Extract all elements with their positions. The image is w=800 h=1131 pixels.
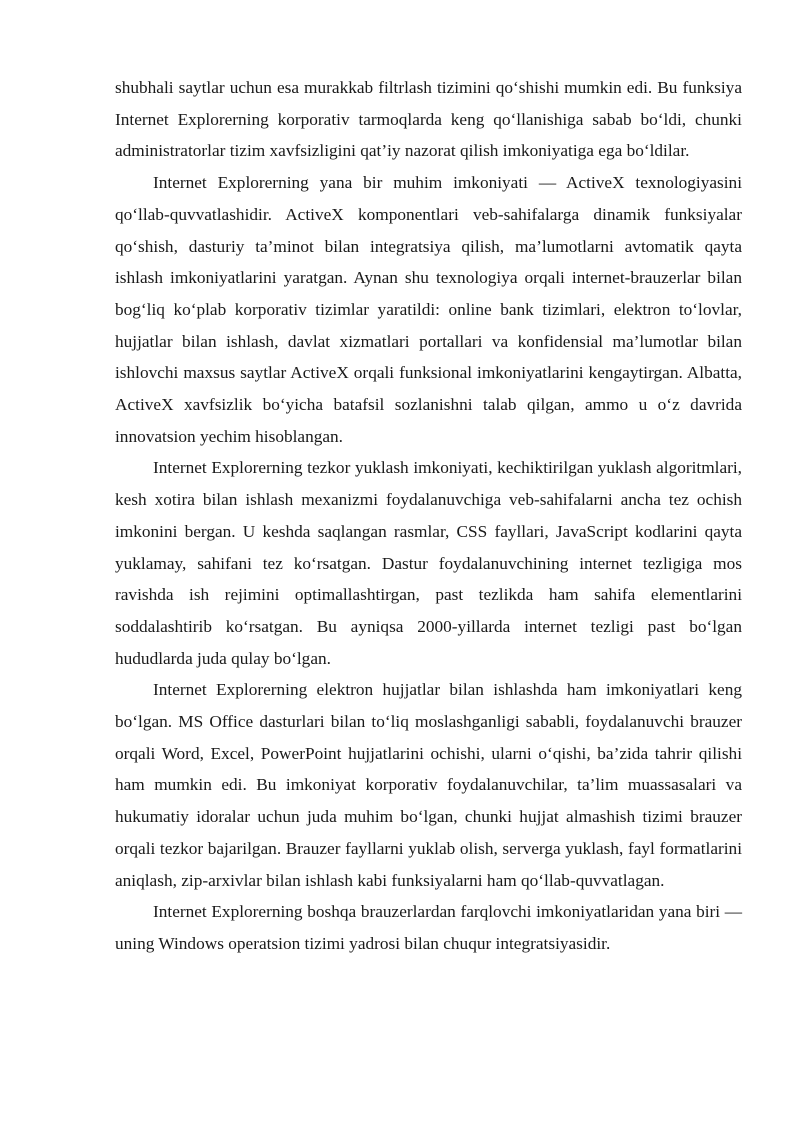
paragraph-1: shubhali saytlar uchun esa murakkab filtrlash tizimini qo‘shishi mumkin edi. Bu funksiya Internet Explorerning korporativ tarmoqlarda keng qo‘llanishiga sabab bo‘ldi, chunki administratorlar tizim xavfsizligini qat’iy nazorat qilish imkoniyatiga ega bo‘ldilar. <box>115 78 742 161</box>
paragraph-5: Internet Explorerning boshqa brauzerlardan farqlovchi imkoniyatlaridan yana biri — uning Windows operatsion tizimi yadrosi bilan chuqur integratsiyasidir. <box>115 902 742 953</box>
paragraph-3: Internet Explorerning tezkor yuklash imkoniyati, kechiktirilgan yuklash algoritmlari, kesh xotira bilan ishlash mexanizmi foydalanuvchiga veb-sahifalarni ancha tez ochish imkonini bergan. U keshda saqlangan rasmlar, CSS fayllari, JavaScript kodlarini qayta yuklamay, sahifani tez ko‘rsatgan. Dastur foydalanuvchining internet tezligiga mos ravishda ish rejimini optimallashtirgan, past tezlikda ham sahifa elementlarini soddalashtirib ko‘rsatgan. Bu ayniqsa 2000-yillarda internet tezligi past bo‘lgan hududlarda juda qulay bo‘lgan. <box>115 458 742 668</box>
paragraph-2: Internet Explorerning yana bir muhim imkoniyati — ActiveX texnologiyasini qo‘llab-quvvatlashidir. ActiveX komponentlari veb-sahifalarga dinamik funksiyalar qo‘shish, dasturiy ta’minot bilan integratsiya qilish, ma’lumotlarni avtomatik qayta ishlash imkoniyatlarini yaratgan. Aynan shu texnologiya orqali internet-brauzerlar bilan bog‘liq ko‘plab korporativ tizimlar yaratildi: online bank tizimlari, elektron to‘lovlar, hujjatlar bilan ishlash, davlat xizmatlari portallari va konfidensial ma’lumotlar bilan ishlovchi maxsus saytlar ActiveX orqali funksional imkoniyatlarini kengaytirgan. Albatta, ActiveX xavfsizlik bo‘yicha batafsil sozlanishni talab qilgan, ammo u o‘z davrida innovatsion yechim hisoblangan. <box>115 173 742 446</box>
document-body <box>115 72 742 960</box>
paragraph-4: Internet Explorerning elektron hujjatlar bilan ishlashda ham imkoniyatlari keng bo‘lgan. MS Office dasturlari bilan to‘liq moslashganligi sababli, foydalanuvchi brauzer orqali Word, Excel, PowerPoint hujjatlarini ochishi, ularni o‘qishi, ba’zida tahrir qilishi ham mumkin edi. Bu imkoniyat korporativ foydalanuvchilar, ta’lim muassasalari va hukumatiy idoralar uchun juda muhim bo‘lgan, chunki hujjat almashish tizimi brauzer orqali tezkor bajarilgan. Brauzer fayllarni yuklab olish, serverga yuklash, fayl formatlarini aniqlash, zip-arxivlar bilan ishlash kabi funksiyalarni ham qo‘llab-quvvatlagan. <box>115 680 742 890</box>
